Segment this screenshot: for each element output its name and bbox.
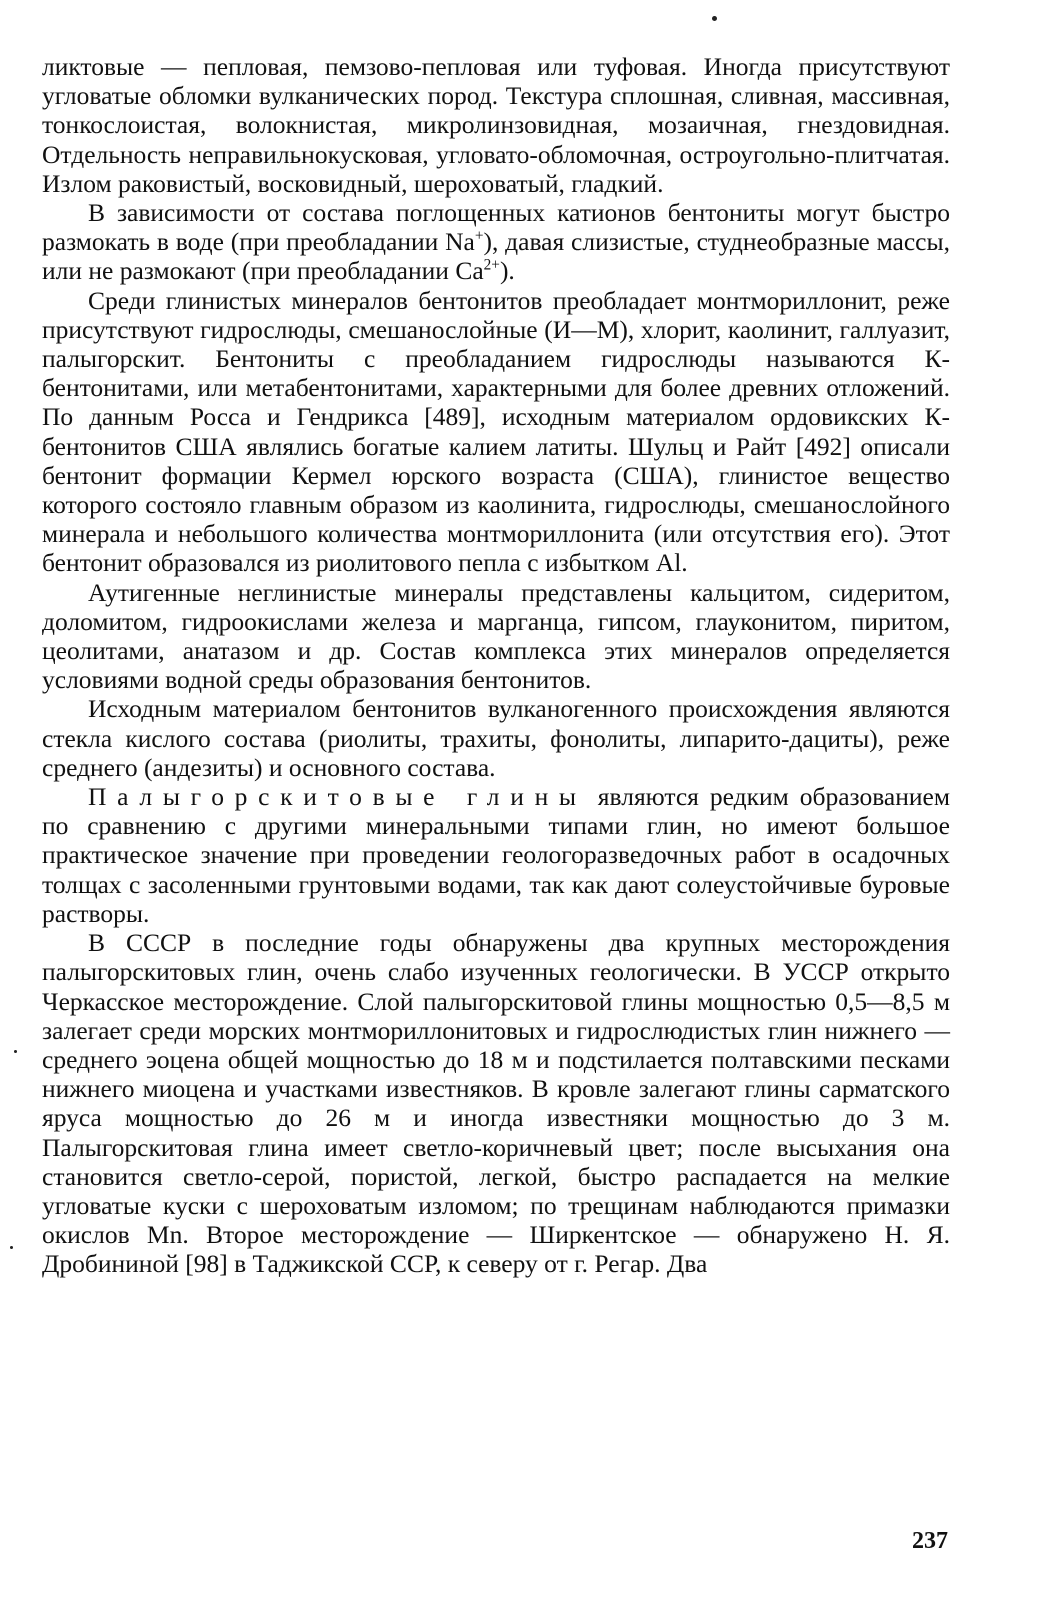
paragraph-text-part: В зависимости от состава поглощенных катионов бентониты могут быстро размокать в воде (при преобладании Na xyxy=(42,198,950,257)
paragraph-1 xyxy=(42,52,950,198)
paragraph-text-part: ), давая слизистые, студнеобразные массы, или не размокают (при преобладании Ca xyxy=(42,227,950,286)
paragraph-text-part: ). xyxy=(499,256,515,286)
paragraph-7 xyxy=(42,928,950,1278)
paragraph-2 xyxy=(42,198,950,286)
print-speck xyxy=(10,1246,13,1249)
paragraph-text: Среди глинистых минералов бентонитов преобладает монтмориллонит, реже присутствуют гидрослюды, смешанослойные (И—М), хлорит, каолинит, галлуазит, палыгорскит. Бентониты с преобладанием гидрослюды называются К-бентонитами, или метабентонитами, характерными для более древних отложений. По данным Росса и Гендрикса [489], исходным материалом ордовикских К-бентонитов США являлись богатые калием латиты. Шульц и Райт [492] описали бентонит формации Кермел юрского возраста (США), глинистое вещество которого состояло главным образом из каолинита, гидрослюды, смешанослойного минерала и небольшого количества монтмориллонита (или отсутствия его). Этот бентонит образовался из риолитового пепла с избытком Al. xyxy=(42,285,950,578)
paragraph-text: ликтовые — пепловая, пемзово-пепловая или туфовая. Иногда присутствуют угловатые обломки вулканических пород. Текстура сплошная, сливная, массивная, тонкослоистая, волокнистая, микролинзовидная, мозаичная, гнездовидная. Отдельность неправильнокусковая, угловато-обломочная, остроугольно-плитчатая. Излом раковистый, восковидный, шероховатый, гладкий. xyxy=(42,52,950,198)
paragraph-text: В СССР в последние годы обнаружены два крупных месторождения палыгорскитовых глин, очень слабо изученных геологически. В УССР открыто Черкасское месторождение. Слой палыгорскитовой глины мощностью 0,5—8,5 м залегает среди морских монтмориллонитовых и гидрослюдистых глин нижнего — среднего эоцена общей мощностью до 18 м и подстилается полтавскими песками нижнего миоцена и участками известняков. В кровле залегают глины сарматского яруса мощностью до 26 м и иногда известняки мощностью до 3 м. Палыгорскитовая глина имеет светло-коричневый цвет; после высыхания она становится светло-серой, пористой, легкой, быстро распадается на мелкие угловатые куски с шероховатым изломом; по трещинам наблюдаются примазки окислов Mn. Второе месторождение — Ширкентское — обнаружено Н. Я. Дробининой [98] в Таджикской ССР, к северу от г. Регар. Два xyxy=(42,928,950,1279)
paragraph-4 xyxy=(42,578,950,695)
section-term-spaced: Палыгорскитовые глины xyxy=(88,782,587,812)
paragraph-text: Аутигенные неглинистые минералы представлены кальцитом, сидеритом, доломитом, гидроокислами железа и марганца, гипсом, глауконитом, пиритом, цеолитами, анатазом и др. Состав комплекса этих минералов определяется условиями водной среды образования бентонитов. xyxy=(42,577,950,695)
superscript-charge: + xyxy=(474,227,484,245)
print-speck xyxy=(712,16,717,21)
print-speck xyxy=(14,1050,17,1053)
page-number: 237 xyxy=(912,1528,948,1554)
paragraph-text: Исходным материалом бентонитов вулканогенного происхождения являются стекла кислого состава (риолиты, трахиты, фонолиты, липарито-дациты), реже среднего (андезиты) и основного состава. xyxy=(42,694,950,782)
paragraph-text: являются редким образованием по сравнению с другими минеральными типами глин, но имеют большое практическое значение при проведении геологоразведочных работ в осадочных толщах с засоленными грунтовыми водами, так как дают солеустойчивые буровые растворы. xyxy=(42,782,950,928)
paragraph-6 xyxy=(42,782,950,928)
paragraph-3 xyxy=(42,286,950,578)
page-body xyxy=(42,52,950,1279)
paragraph-5 xyxy=(42,694,950,782)
superscript-charge: 2+ xyxy=(483,256,500,274)
